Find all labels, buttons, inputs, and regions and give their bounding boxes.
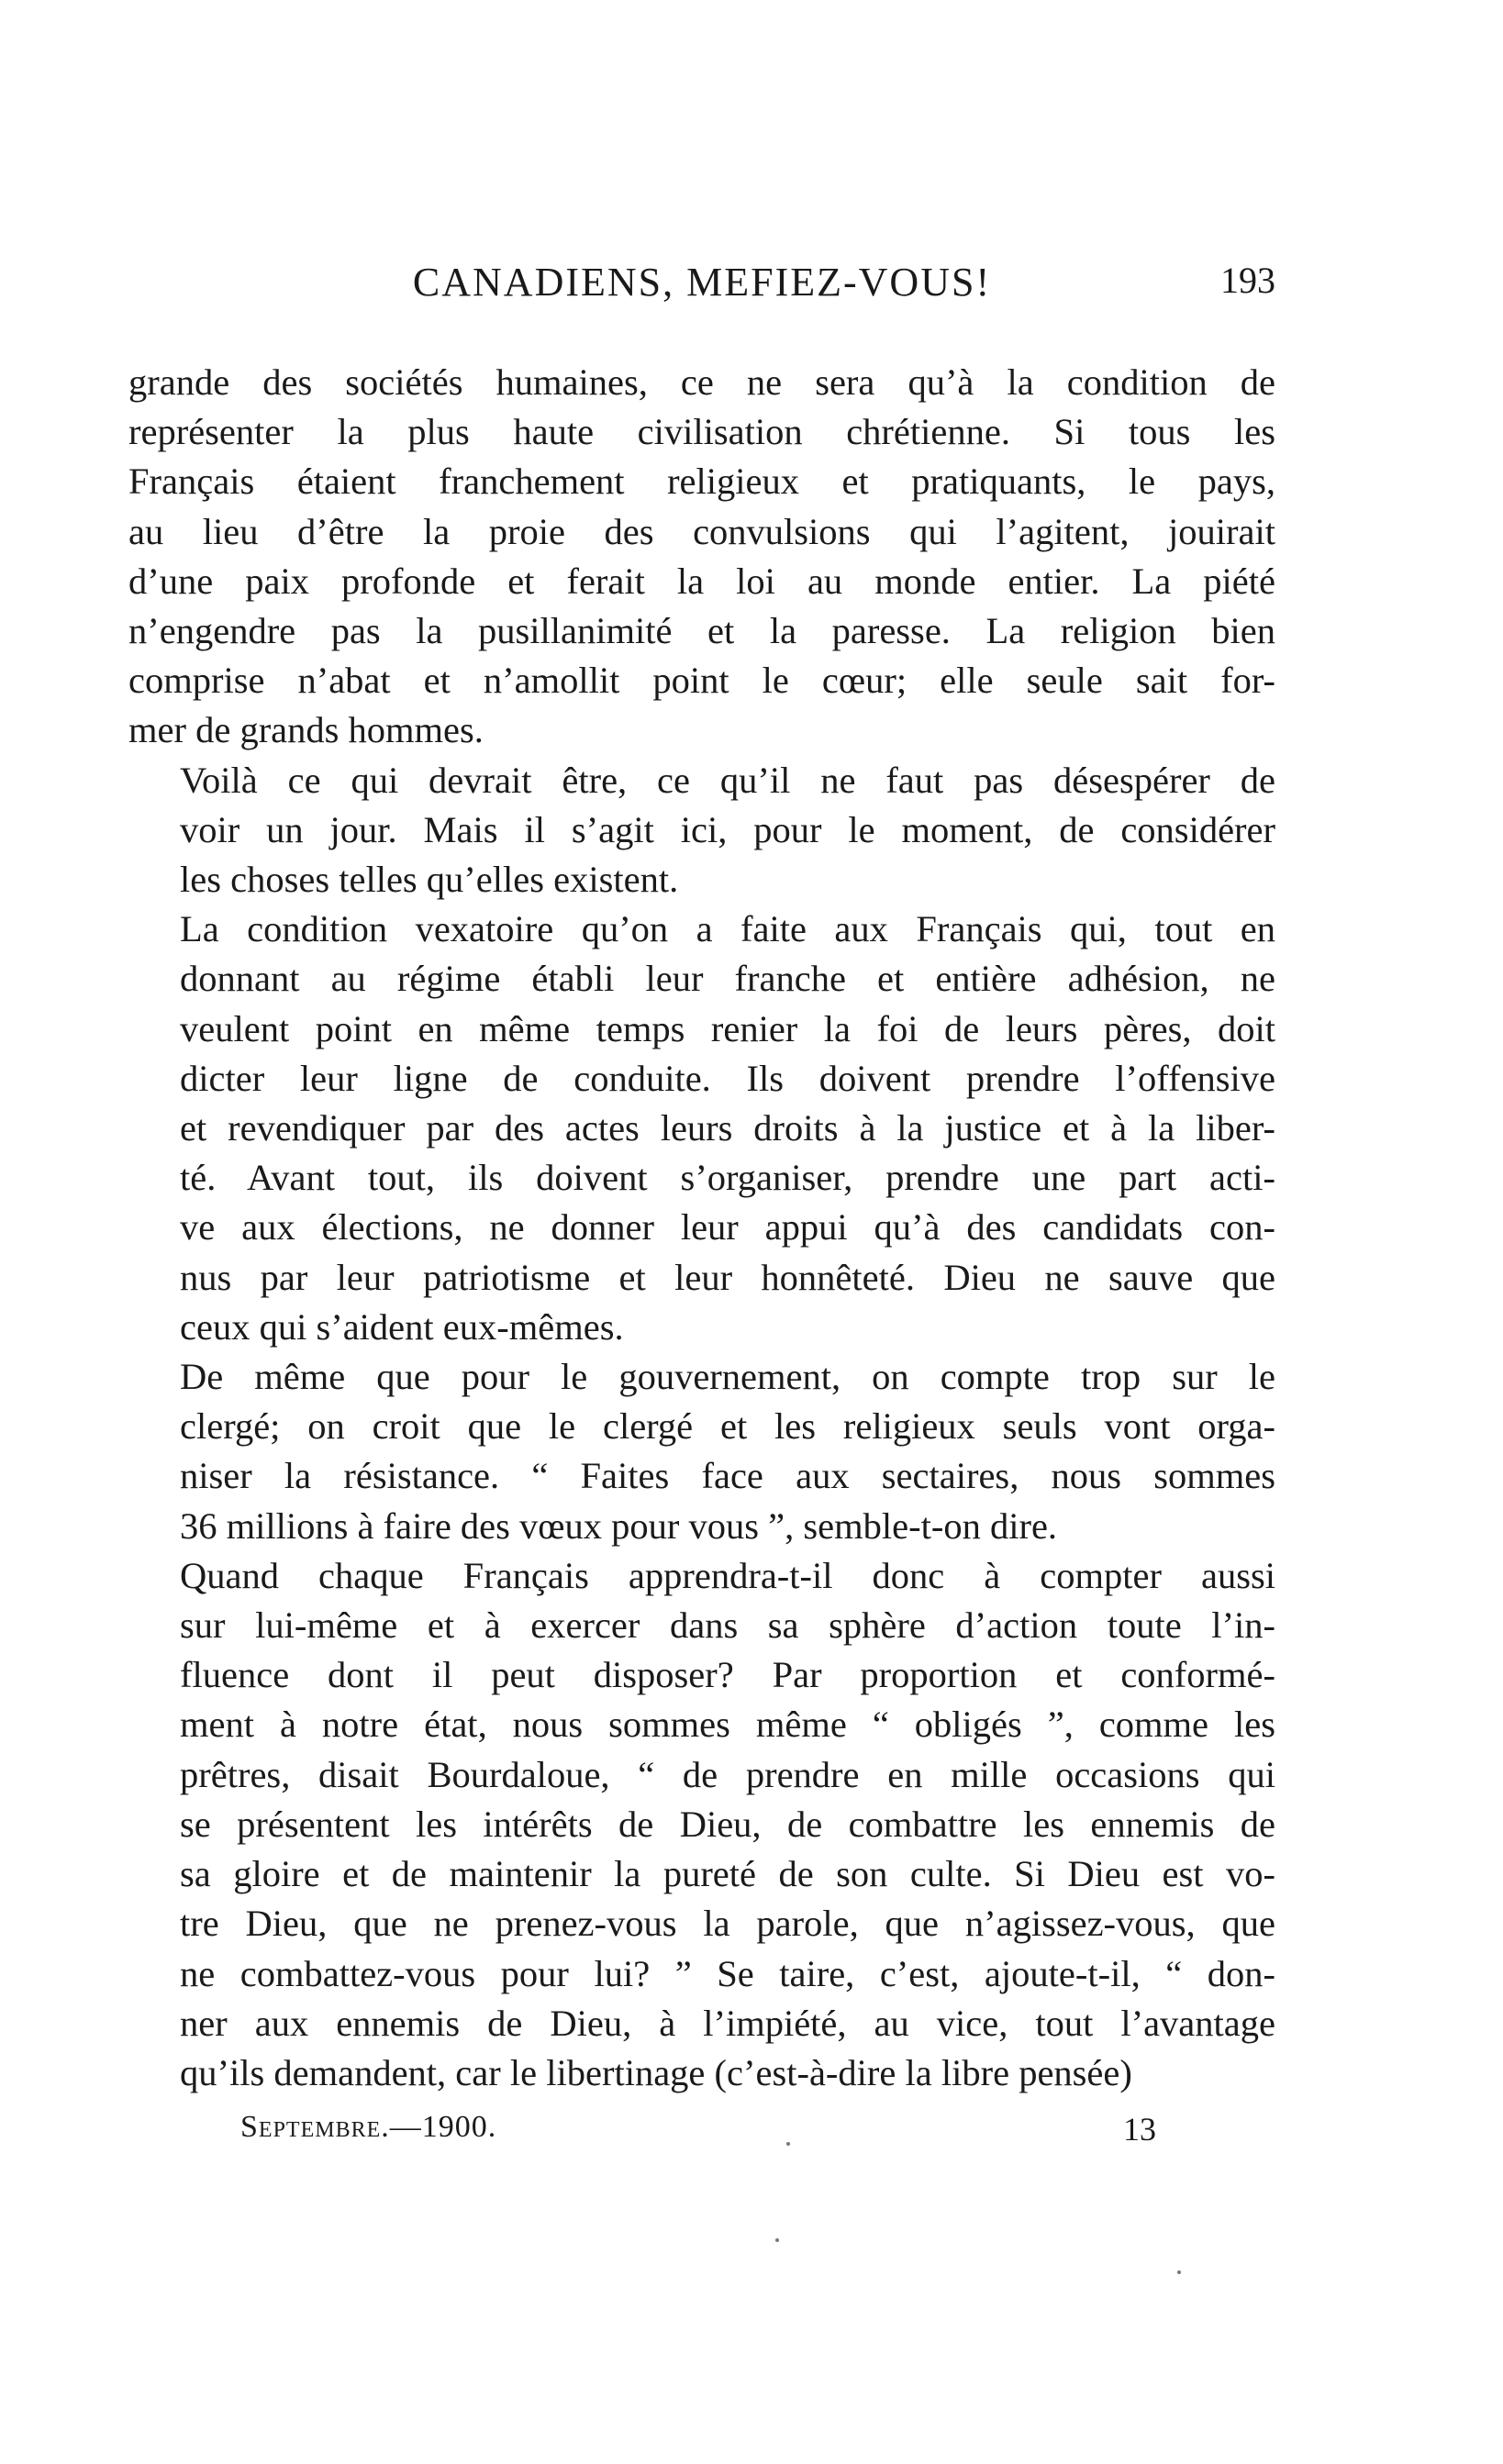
text-line: veulent point en même temps renier la foi de leurs pères, doit xyxy=(180,1007,1275,1049)
text-line: voir un jour. Mais il s’agit ici, pour le moment, de considérer xyxy=(180,808,1275,850)
text-line: 36 millions à faire des vœux pour vous ”, semble-t-on dire. xyxy=(180,1504,1058,1547)
print-speck xyxy=(786,2142,790,2146)
text-line: ment à notre état, nous sommes même “ obligés ”, comme les xyxy=(180,1704,1275,1746)
text-line: prêtres, disait Bourdaloue, “ de prendre en mille occasions qui xyxy=(180,1753,1275,1795)
text-line: représenter la plus haute civilisation chrétienne. Si tous les xyxy=(128,411,1275,453)
print-speck xyxy=(1177,2270,1181,2274)
text-line: ceux qui s’aident eux-mêmes. xyxy=(180,1305,624,1348)
text-line: tre Dieu, que ne prenez-vous la parole, que n’agissez-vous, que xyxy=(180,1903,1275,1945)
text-line: ve aux élections, ne donner leur appui qu’à des candidats con- xyxy=(180,1206,1275,1249)
text-line: sur lui-même et à exercer dans sa sphère d’action toute l’in- xyxy=(180,1604,1275,1647)
paragraph xyxy=(128,1551,1275,2098)
paragraph xyxy=(128,905,1275,1352)
text-line: d’une paix profonde et ferait la loi au monde entier. La piété xyxy=(128,560,1275,602)
page-number: 193 xyxy=(1220,260,1275,301)
body-text xyxy=(128,358,1275,2098)
text-line: té. Avant tout, ils doivent s’organiser, prendre une part acti- xyxy=(180,1157,1275,1199)
text-line: Quand chaque Français apprendra-t-il donc à compter aussi xyxy=(180,1554,1275,1596)
text-line: sa gloire et de maintenir la pureté de son culte. Si Dieu est vo- xyxy=(180,1853,1275,1895)
text-line: fluence dont il peut disposer? Par proportion et conformé- xyxy=(180,1654,1275,1696)
text-line: donnant au régime établi leur franche et entière adhésion, ne xyxy=(180,958,1275,1000)
running-head xyxy=(128,259,1275,314)
text-line: ne combattez-vous pour lui? ” Se taire, c’est, ajoute-t-il, “ don- xyxy=(180,1952,1275,1994)
signature-mark: Septembre.—1900. xyxy=(240,2110,497,2144)
text-line: les choses telles qu’elles existent. xyxy=(180,859,679,901)
sheet-number: 13 xyxy=(1123,2111,1156,2148)
text-line: dicter leur ligne de conduite. Ils doivent prendre l’offensive xyxy=(180,1057,1275,1099)
text-line: n’engendre pas la pusillanimité et la paresse. La religion bien xyxy=(128,610,1275,652)
text-line: qu’ils demandent, car le libertinage (c’est-à-dire la libre pensée) xyxy=(180,2051,1132,2093)
text-line: clergé; on croit que le clergé et les religieux seuls vont orga- xyxy=(180,1405,1275,1448)
text-line: Français étaient franchement religieux et pratiquants, le pays, xyxy=(128,461,1275,503)
text-line: comprise n’abat et n’amollit point le cœur; elle seule sait for- xyxy=(128,660,1275,702)
text-line: grande des sociétés humaines, ce ne sera qu’à la condition de xyxy=(128,361,1275,403)
text-line: Voilà ce qui devrait être, ce qu’il ne faut pas désespérer de xyxy=(180,759,1275,801)
running-title: CANADIENS, MEFIEZ-VOUS! xyxy=(412,260,992,305)
text-line: De même que pour le gouvernement, on compte trop sur le xyxy=(180,1356,1275,1398)
text-line: au lieu d’être la proie des convulsions qui l’agitent, jouirait xyxy=(128,510,1275,552)
text-line: et revendiquer par des actes leurs droits à la justice et à la liber- xyxy=(180,1107,1275,1149)
text-line: mer de grands hommes. xyxy=(128,709,484,751)
paragraph xyxy=(128,1352,1275,1551)
text-line: niser la résistance. “ Faites face aux sectaires, nous sommes xyxy=(180,1455,1275,1497)
text-line: nus par leur patriotisme et leur honnêteté. Dieu ne sauve que xyxy=(180,1256,1275,1298)
print-speck xyxy=(775,2238,779,2242)
footer xyxy=(240,2110,1158,2156)
text-line: se présentent les intérêts de Dieu, de combattre les ennemis de xyxy=(180,1803,1275,1845)
text-line: La condition vexatoire qu’on a faite aux Français qui, tout en xyxy=(180,908,1275,950)
paragraph xyxy=(128,756,1275,905)
paragraph xyxy=(128,358,1275,756)
text-line: ner aux ennemis de Dieu, à l’impiété, au vice, tout l’avantage xyxy=(180,2002,1275,2044)
